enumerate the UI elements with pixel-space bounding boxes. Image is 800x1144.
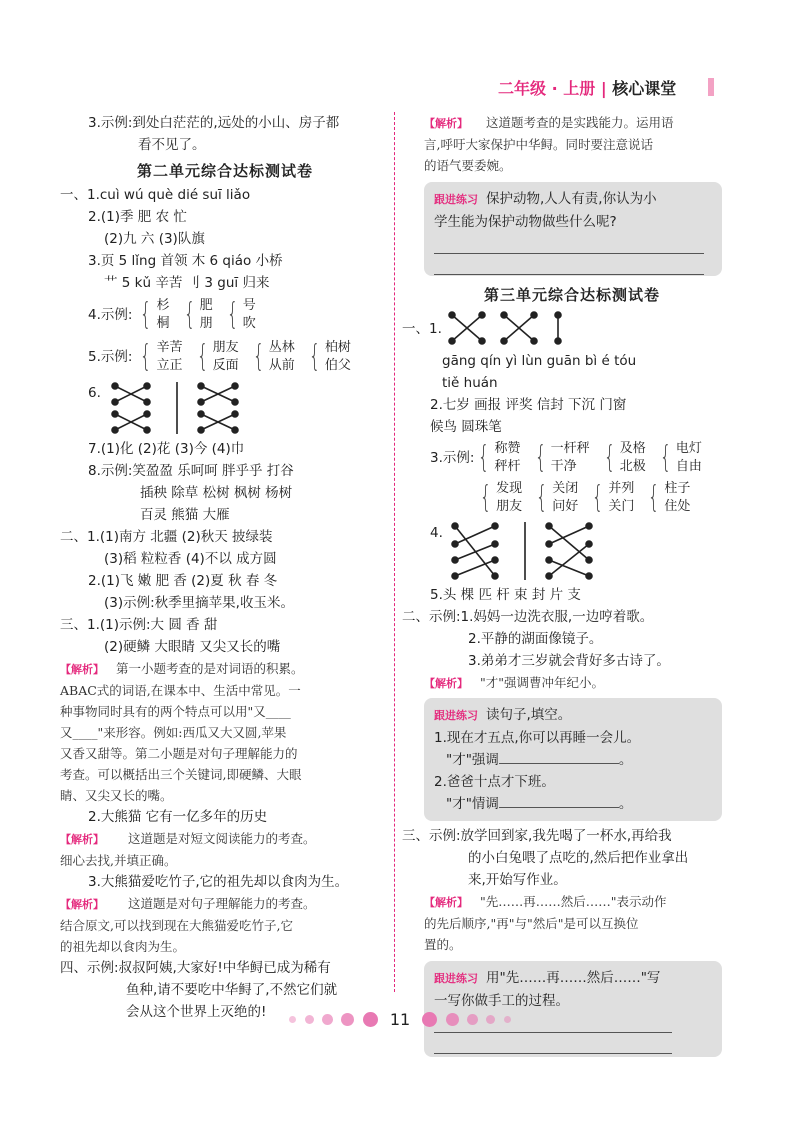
word-pair: { 丛林 从前 (252, 339, 295, 374)
answer-blank-line (434, 1033, 672, 1054)
answer-label: 一、1. (402, 321, 442, 337)
answer-line: 百灵 熊猫 大雁 (140, 507, 230, 523)
word: 称赞 (494, 441, 521, 456)
word: 北极 (619, 459, 646, 474)
analysis-tag: 【解析】 (60, 663, 104, 676)
header-title (498, 76, 676, 99)
page-footer (0, 1010, 800, 1034)
answer-line: 2.大熊猫 它有一亿多年的历史 (88, 809, 268, 825)
practice-text: 1.现在才五点,你可以再睡一会儿。 (434, 730, 641, 746)
practice-tag: 跟进练习 (434, 193, 478, 206)
answer-line: 鱼种,请不要吃中华鲟了,不然它们就 (126, 982, 338, 998)
pinyin-line: gāng qín yì lùn guān bì é tóu (442, 353, 637, 369)
page-number: 11 (389, 1010, 411, 1029)
practice-text: "才"情调 (446, 796, 499, 812)
answer-line: 会从这个世界上灭绝的! (126, 1004, 267, 1020)
answer-line: 看不见了。 (138, 137, 206, 153)
answer-line: 三、示例:放学回到家,我先喝了一杯水,再给我 (402, 828, 672, 844)
word-pair: { 柏树 伯父 (308, 339, 351, 374)
word: 并列 (608, 481, 635, 496)
header-separator: | (600, 79, 607, 98)
answer-line: 艹 5 kǔ 辛苦 刂 3 guī 归来 (104, 275, 270, 291)
answer-line: (3)示例:秋季里摘苹果,收玉米。 (104, 595, 294, 611)
word: 号 (242, 298, 256, 313)
column-divider (394, 112, 395, 992)
word: 一杆秤 (550, 441, 590, 456)
word: 住处 (664, 499, 691, 514)
analysis-block: 【解析】 这道题考查的是实践能力。运用语 言,呼吁大家保护中华鲟。同时要注意说话 的语气要委婉。 (424, 115, 674, 173)
word: 肥 (199, 298, 213, 313)
practice-text: 用"先……再……然后……"写 (486, 970, 661, 986)
practice-text: 一写你做手工的过程。 (434, 993, 569, 1009)
brace-answer-row (60, 336, 390, 378)
answer-line: 2.七岁 画报 评奖 信封 下沉 门窗 (430, 397, 627, 413)
word: 辛苦 (156, 340, 183, 355)
word: 立正 (156, 358, 183, 373)
word: 柱子 (664, 481, 691, 496)
practice-text: "才"强调 (446, 752, 499, 768)
answer-line: 二、示例:1.妈妈一边洗衣服,一边哼着歌。 (402, 609, 654, 625)
word: 关门 (608, 499, 635, 514)
analysis-block: 【解析】 这道题是对句子理解能力的考查。 结合原文,可以找到现在大熊猫爱吃竹子,它 的祖先却以食肉为生。 (60, 896, 316, 954)
answer-label: 4.示例: (88, 307, 133, 323)
answer-label: 5.示例: (88, 349, 133, 365)
word: 及格 (619, 441, 646, 456)
answer-line: (2)九 六 (3)队旗 (104, 231, 205, 247)
word: 吹 (242, 316, 256, 331)
answer-line: 的小白兔喂了点吃的,然后把作业拿出 (468, 850, 689, 866)
word-pair: { 辛苦 立正 (140, 339, 183, 374)
header-accent-bar (708, 78, 714, 96)
answer-line: 3.大熊猫爱吃竹子,它的祖先却以食肉为生。 (88, 874, 349, 890)
answer-line: 一、1.cuì wú què dié suī liǎo (60, 187, 251, 203)
analysis-tag: 【解析】 (424, 677, 468, 690)
answer-line: 7.(1)化 (2)花 (3)今 (4)巾 (88, 441, 245, 457)
answer-label: 4. (430, 525, 443, 541)
analysis-block: 【解析】 第一小题考查的是对词语的积累。 ABAC式的词语,在课本中、生活中常见。一 种事物同时具有的两个特点可以用"又____ 又____"来形容。例如:西瓜又大又圆,苹果 又香又甜等。第二小题是对句子理解能力的 考查。可以概括出三个关键词,即硬鳞、大眼 睛、又尖又长的嘴。 (60, 661, 304, 803)
practice-box: 跟进练习 读句子,填空。 1.现在才五点,你可以再睡一会儿。 "才"强调 。 2.爸爸十点才下班。 "才"情调 。 (424, 698, 722, 821)
analysis-tag: 【解析】 (424, 117, 468, 130)
brand-label: 核心课堂 (612, 79, 677, 98)
practice-tag: 跟进练习 (434, 972, 478, 985)
word: 杉 (156, 298, 170, 313)
left-column (60, 112, 390, 1023)
brace-answer-row (60, 294, 390, 336)
practice-text: 保护动物,人人有责,你认为小 (486, 191, 657, 207)
matching-diagram-row (402, 308, 722, 350)
word: 反面 (212, 358, 239, 373)
answer-label: 6. (88, 385, 101, 401)
word: 秤杆 (494, 459, 521, 474)
answer-line: (2)硬鳞 大眼睛 又尖又长的嘴 (104, 639, 281, 655)
practice-text: 2.爸爸十点才下班。 (434, 774, 555, 790)
word: 关闭 (552, 481, 579, 496)
answer-line: 2.(1)飞 嫩 肥 香 (2)夏 秋 春 冬 (88, 573, 278, 589)
analysis-tag: 【解析】 (60, 898, 104, 911)
answer-line: 3.弟弟才三岁就会背好多古诗了。 (468, 653, 670, 669)
word: 干净 (550, 459, 577, 474)
word: 柏树 (324, 340, 351, 355)
practice-tag: 跟进练习 (434, 709, 478, 722)
analysis-block: 【解析】 "才"强调曹冲年纪小。 (402, 672, 722, 694)
practice-box (424, 182, 722, 276)
word: 从前 (268, 358, 295, 373)
brace-answer-row: 3.示例: { 称赞 秤杆 { 一杆秤 干净 { 及格 北极 { 电灯 自由 (430, 440, 702, 475)
word: 自由 (675, 459, 702, 474)
answer-blank-line (434, 233, 704, 254)
practice-box (424, 961, 722, 1057)
word: 桐 (156, 316, 170, 331)
answer-line: 2.平静的湖面像镜子。 (468, 631, 603, 647)
answer-line: 二、1.(1)南方 北疆 (2)秋天 披绿装 (60, 529, 273, 545)
matching-diagram-row (60, 378, 390, 438)
word: 朋 (199, 316, 213, 331)
word-pair: { 号 吹 (226, 297, 256, 332)
word: 发现 (496, 481, 523, 496)
answer-line: 候鸟 圆珠笔 (430, 419, 502, 435)
answer-line: 3.示例:到处白茫茫的,远处的小山、房子都 (88, 115, 340, 131)
answer-line: 3.页 5 lǐng 首领 木 6 qiáo 小桥 (88, 253, 283, 269)
matching-lines-diagram (443, 520, 603, 582)
analysis-tag: 【解析】 (424, 896, 468, 909)
answer-line: 插秧 除草 松树 枫树 杨树 (140, 485, 293, 501)
answer-line: 来,开始写作业。 (468, 872, 567, 888)
answer-label: 3.示例: (430, 450, 475, 466)
word-pair: { 朋友 反面 (196, 339, 239, 374)
matching-diagram-row (402, 518, 722, 584)
answer-line: 三、1.(1)示例:大 圆 香 甜 (60, 617, 218, 633)
word: 丛林 (268, 340, 295, 355)
word: 伯父 (324, 358, 351, 373)
pinyin-line: tiě huán (442, 375, 498, 391)
unit2-title: 第二单元综合达标测试卷 (136, 162, 313, 180)
analysis-block: 【解析】 "先……再……然后……"表示动作 的先后顺序,"再"与"然后"是可以互换位 置的。 (424, 894, 667, 952)
analysis-block: 【解析】 这道题是对短文阅读能力的考查。 细心去找,并填正确。 (60, 831, 316, 868)
word: 朋友 (496, 499, 523, 514)
word: 朋友 (212, 340, 239, 355)
brace-answer-row: { 发现 朋友 { 关闭 问好 { 并列 关门 { 柱子 住处 (479, 480, 691, 515)
word: 问好 (552, 499, 579, 514)
answer-line: 四、示例:叔叔阿姨,大家好!中华鲟已成为稀有 (60, 960, 331, 976)
analysis-tag: 【解析】 (60, 833, 104, 846)
practice-text: 学生能为保护动物做些什么呢? (434, 214, 617, 230)
answer-line: 8.示例:笑盈盈 乐呵呵 胖乎乎 打谷 (88, 463, 294, 479)
word: 电灯 (675, 441, 702, 456)
answer-line: (3)稻 粒粒香 (4)不以 成方圆 (104, 551, 277, 567)
matching-lines-diagram (101, 380, 271, 436)
unit3-title: 第三单元综合达标测试卷 (483, 286, 660, 304)
word-pair: { 杉 桐 (140, 297, 170, 332)
grade-label: 二年级 · 上册 (498, 79, 596, 98)
word-pair: { 肥 朋 (183, 297, 213, 332)
matching-lines-diagram (442, 309, 582, 349)
practice-text: 读句子,填空。 (486, 707, 572, 723)
answer-line: 2.(1)季 肥 农 忙 (88, 209, 187, 225)
answer-blank-line (434, 254, 704, 275)
answer-line: 5.头 棵 匹 杆 束 封 片 支 (430, 587, 581, 603)
right-column (402, 112, 722, 1057)
